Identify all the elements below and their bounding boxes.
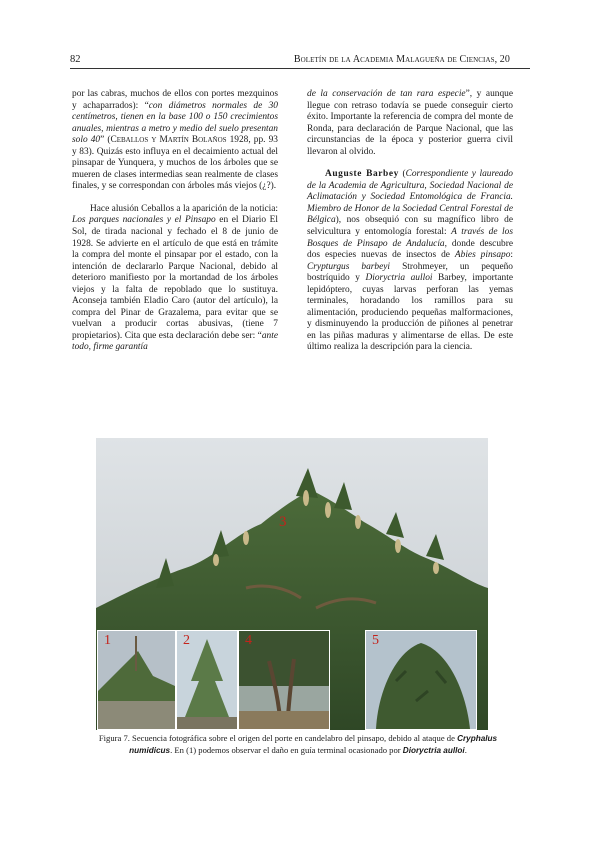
text-run: 1928, pp. 93 y 83). Quizás esto influya en el decaimiento actual del pinsapar de Yunquera, y muchos de los árboles que se mueren de clases intermedias sean realmente de clases finales, y se correspondan con árboles más viejos (¿?). [72, 135, 278, 192]
affiliation-italic: Correspondiente y laureado de la Academia de Agricultura, Sociedad Nacional de Aclimatación y Sociedad Entomológica de Francia. Miembro de Honor de la Sociedad Central Forestal de Bélgica [307, 169, 513, 226]
paragraph [72, 204, 278, 354]
journal-title: Boletín de la Academia Malagueña de Ciencias, 20 [293, 54, 510, 65]
figure-caption [88, 733, 508, 756]
figure-label-3: 3 [279, 514, 287, 530]
photo-panel-2 [176, 630, 238, 730]
text-run: . [464, 744, 467, 755]
text-run: Strohmeyer, un pequeño bostríquido y [307, 261, 513, 284]
panel-label-1: 1 [104, 633, 111, 648]
photo-panel-1 [97, 630, 176, 730]
text-run: : [510, 250, 513, 261]
species-name: Crypturgus barbeyi [307, 261, 391, 272]
citation-authors: Ceballos y Martín Bolaños [110, 135, 227, 146]
book-title: A través de los Bosques de Pinsapo de Andalucía [307, 227, 513, 249]
species-name: Dioryctria aulloi [402, 745, 465, 755]
photo-panel-3 [238, 630, 330, 730]
right-column [307, 89, 513, 354]
quote-italic: ante todo, firme garantía [72, 330, 278, 353]
person-name: Auguste Barbey [325, 169, 399, 180]
panel-label-2: 2 [183, 633, 190, 648]
text-run: por las cabras, muchos de ellos con portes mezquinos y achaparrados): “ [72, 89, 278, 111]
text-run: ”, y aunque llegue con retraso todavía se puede conseguir cierto éxito. Importante la referencia de compra del monte de Ronda, para declaración de Parque Nacional, que las circunstancias de la época y posterior guerra civil llevaron al olvido. [307, 89, 514, 157]
figure-photo-sequence [96, 438, 488, 730]
text-run: ” ( [100, 135, 111, 146]
text-run: ( [398, 169, 406, 180]
text-run: . En (1) podemos observar el daño en guía terminal ocasionado por [170, 744, 403, 755]
photo-panel-5 [365, 630, 477, 730]
quote-italic: con diámetros normales de 30 centímetros, tienen en la base 100 o 150 crecimientos anuales, mientras a metro y medio del suelo presentan solo 40 [72, 100, 278, 146]
paragraph [72, 89, 278, 193]
panel-label-5: 5 [372, 633, 379, 648]
photo-mature-fir [366, 631, 476, 729]
text-run: ), nos obsequió con su magnífico libro de selvicultura y entomología forestal: [307, 215, 513, 238]
running-header [70, 48, 530, 69]
text-run: Barbey, importante lepidóptero, cuyas larvas perforan las yemas terminales, horadando los ramillos para su alimentación, produciendo pequeñas malformaciones, y disminuyendo la producción de piñones al penetrar en las piñas maduras y alimentarse de ellas. De este último realiza la descripción para la ciencia. [307, 273, 513, 353]
article-title: Los parques nacionales y el Pinsapo [72, 215, 216, 226]
panel-label-4: 4 [245, 633, 252, 648]
text-run: , donde descubre dos especies nuevas de insectos de [307, 238, 513, 261]
quote-italic: de la conservación de tan rara especie [307, 89, 466, 99]
species-name: Abies pinsapo [454, 250, 511, 261]
text-run: Hace alusión Ceballos a la aparición de la noticia: [90, 203, 278, 214]
left-column [72, 89, 278, 354]
page-number: 82 [70, 54, 81, 65]
paragraph [307, 89, 513, 158]
species-name: Dioryctria aulloi [365, 273, 433, 284]
species-name: Cryphalus numidicus [129, 734, 498, 755]
paragraph [307, 169, 513, 354]
text-run: Figura 7. Secuencia fotográfica sobre el origen del porte en candelabro del pinsapo, debido al ataque de [98, 733, 458, 743]
text-run: en el Diario El Sol, de tirada nacional y fechado el 8 de junio de 1928. Se advierte en el artículo de que está en trámite la compra del monte el pinsapar por el estado, con la intención de declararlo Parque Nacional, debido al deterioro manifiesto por la mortandad de los árboles viejos y la falta de repoblado que lo sustituya. Aconseja también Eladio Caro (autor del artículo), la compra del Pinar de Grazalema, para evitar que se vuelvan a producir cortas abusivas, (tiene 7 propietarios). Cita que esta declaración debe ser: “ [72, 215, 278, 341]
photo-candelabra-trunk [239, 631, 329, 729]
